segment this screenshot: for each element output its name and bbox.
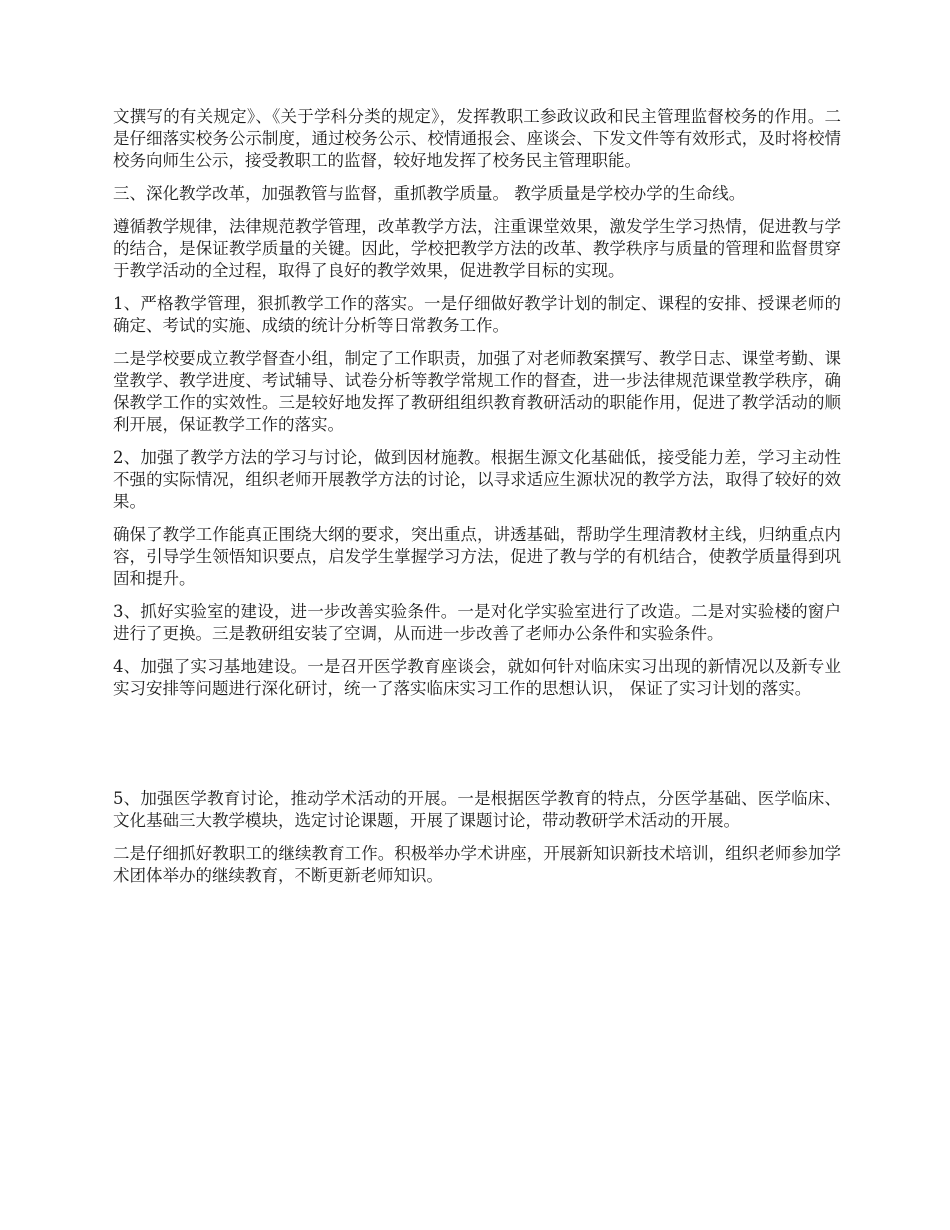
paragraph: 2、加强了教学方法的学习与讨论，做到因材施教。根据生源文化基础低，接受能力差，学习主动性不强的实际情况，组织老师开展教学方法的讨论，以寻求适应生源状况的教学方法，取得了较好的效果。: [113, 448, 841, 511]
paragraph: 确保了教学工作能真正围绕大纲的要求，突出重点，讲透基础，帮助学生理清教材主线，归纳重点内容，引导学生领悟知识要点，启发学生掌握学习方法，促进了教与学的有机结合，使教学质量得到巩固和提升。: [113, 525, 841, 588]
paragraph: 1、严格教学管理，狠抓教学工作的落实。一是仔细做好教学计划的制定、课程的安排、授课老师的确定、考试的实施、成绩的统计分析等日常教务工作。: [113, 294, 841, 335]
paragraph: 遵循教学规律，法律规范教学管理，改革教学方法，注重课堂效果，激发学生学习热情，促进教与学的结合，是保证教学质量的关键。因此，学校把教学方法的改革、教学秩序与质量的管理和监督贯穿于教学活动的全过程，取得了良好的教学效果，促进教学目标的实现。: [113, 217, 841, 280]
paragraph: 5、加强医学教育讨论，推动学术活动的开展。一是根据医学教育的特点，分医学基础、医学临床、文化基础三大教学模块，选定讨论课题，开展了课题讨论，带动教研学术活动的开展。: [113, 789, 841, 830]
paragraph: 二是学校要成立教学督查小组，制定了工作职责，加强了对老师教案撰写、教学日志、课堂考勤、课堂教学、教学进度、考试辅导、试卷分析等教学常规工作的督查，进一步法律规范课堂教学秩序，确保教学工作的实效性。三是较好地发挥了教研组组织教育教研活动的职能作用，促进了教学活动的顺利开展，保证教学工作的落实。: [113, 349, 841, 434]
section-heading: 三、深化教学改革，加强教管与监督，重抓教学质量。 教学质量是学校办学的生命线。: [113, 184, 746, 203]
paragraph: 4、加强了实习基地建设。一是召开医学教育座谈会，就如何针对临床实习出现的新情况以及新专业实习安排等问题进行深化研讨，统一了落实临床实习工作的思想认识， 保证了实习计划的落实。: [113, 657, 841, 698]
paragraph: 3、抓好实验室的建设，进一步改善实验条件。一是对化学实验室进行了改造。二是对实验楼的窗户进行了更换。三是教研组安装了空调，从而进一步改善了老师办公条件和实验条件。: [113, 602, 841, 643]
document-body: [113, 106, 841, 898]
paragraph: 文撰写的有关规定》、《关于学科分类的规定》，发挥教职工参政议政和民主管理监督校务的作用。二是仔细落实校务公示制度，通过校务公示、校情通报会、座谈会、下发文件等有效形式，及时将校情校务向师生公示，接受教职工的监督，较好地发挥了校务民主管理职能。: [113, 107, 841, 170]
blank-gap: [113, 711, 841, 788]
paragraph: 二是仔细抓好教职工的继续教育工作。积极举办学术讲座，开展新知识新技术培训，组织老师参加学术团体举办的继续教育，不断更新老师知识。: [113, 844, 841, 885]
